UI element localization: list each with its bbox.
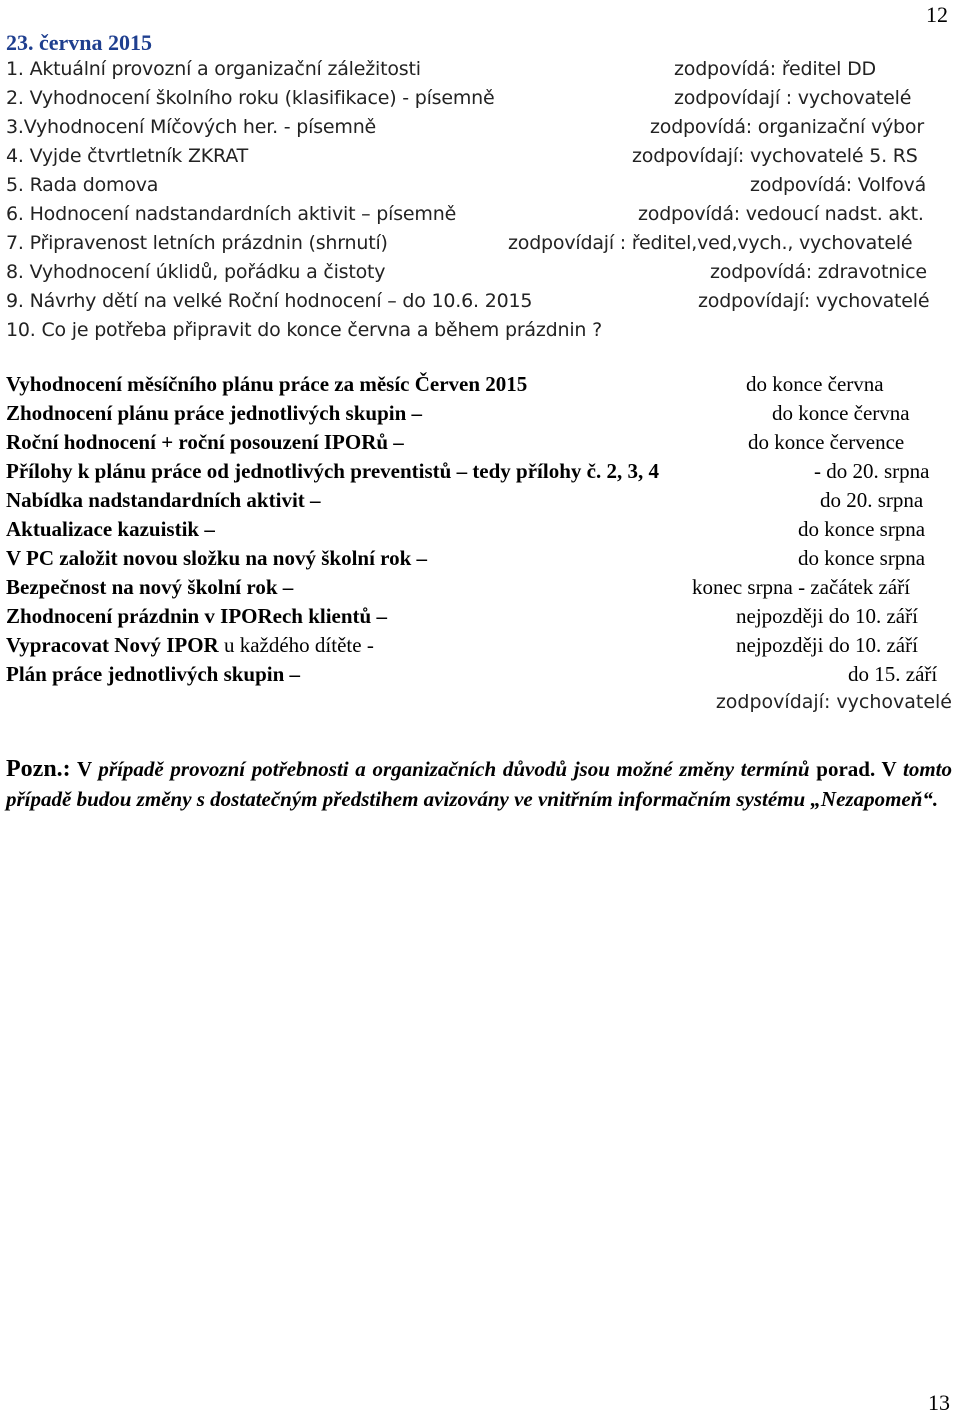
deadline-due: konec srpna - začátek září: [692, 575, 911, 599]
note-label: Pozn.:: [6, 756, 71, 782]
deadline-due: do konce července: [748, 430, 905, 454]
deadline-task: Bezpečnost na nový školní rok –: [6, 575, 294, 599]
deadline-task: V PC založit novou složku na nový školní rok –: [6, 546, 428, 570]
agenda-item: [6, 87, 956, 116]
agenda-item-text: 9. Návrhy dětí na velké Roční hodnocení – do 10.6. 2015: [6, 290, 533, 312]
deadline-task: Roční hodnocení + roční posouzení IPORů –: [6, 430, 404, 454]
agenda-item-text: 3.Vyhodnocení Míčových her. - písemně: [6, 116, 377, 138]
agenda-item-responsible: zodpovídá: ředitel DD: [674, 58, 876, 80]
deadline-due: - do 20. srpna: [814, 459, 930, 483]
deadline-row: [6, 604, 952, 633]
note-paragraph: [6, 754, 952, 814]
agenda-item-responsible: zodpovídá: Volfová: [750, 174, 927, 196]
deadline-row: [6, 662, 952, 691]
agenda-item-text: 5. Rada domova: [6, 174, 159, 196]
note-text-1: V: [70, 757, 99, 781]
deadline-responsible: zodpovídají: vychovatelé: [715, 691, 952, 713]
agenda-item-text: 6. Hodnocení nadstandardních aktivit – písemně: [6, 203, 457, 225]
deadline-row: [6, 488, 952, 517]
deadline-row: [6, 372, 952, 401]
agenda-item-text: 2. Vyhodnocení školního roku (klasifikace) - písemně: [6, 87, 495, 109]
agenda-item-text: 8. Vyhodnocení úklidů, pořádku a čistoty: [6, 261, 386, 283]
agenda-item: [6, 145, 956, 174]
note-text-3: porad. V: [809, 757, 903, 781]
deadline-row: [6, 517, 952, 546]
deadline-due: nejpozději do 10. září: [736, 604, 918, 628]
deadline-due: do konce června: [772, 401, 910, 425]
page-number-bottom: 13: [928, 1390, 950, 1415]
deadline-task: [6, 633, 374, 658]
page-number-top: 12: [926, 2, 948, 27]
deadline-task-main: Vypracovat Nový IPOR: [6, 633, 219, 657]
deadline-task: Přílohy k plánu práce od jednotlivých preventistů – tedy přílohy č. 2, 3, 4: [6, 459, 659, 483]
deadline-task: Plán práce jednotlivých skupin –: [6, 662, 301, 686]
deadline-responsible-row: [6, 691, 952, 720]
deadline-due: do konce června: [746, 372, 884, 396]
deadline-due: nejpozději do 10. září: [736, 633, 918, 657]
agenda-item-text: 10. Co je potřeba připravit do konce června a během prázdnin ?: [6, 319, 602, 341]
agenda-item: [6, 174, 956, 203]
agenda-item-text: 7. Připravenost letních prázdnin (shrnutí): [6, 232, 388, 254]
deadline-task: Vyhodnocení měsíčního plánu práce za měsíc Červen 2015: [6, 372, 528, 396]
agenda-item-responsible: zodpovídají: vychovatelé 5. RS: [632, 145, 918, 167]
agenda-item: [6, 261, 956, 290]
deadline-row: [6, 546, 952, 575]
deadline-row: [6, 575, 952, 604]
deadline-task-suffix: u každého dítěte -: [218, 633, 374, 657]
deadline-list: [6, 372, 952, 720]
deadline-row: [6, 430, 952, 459]
deadline-task: Aktualizace kazuistik –: [6, 517, 215, 541]
meeting-date-heading: 23. června 2015: [6, 30, 153, 55]
agenda-item: [6, 116, 956, 145]
deadline-task: Zhodnocení prázdnin v IPORech klientů –: [6, 604, 387, 628]
agenda-item: [6, 319, 956, 348]
agenda-item: [6, 58, 956, 87]
deadline-due: do 15. září: [848, 662, 938, 686]
agenda-item-responsible: zodpovídá: zdravotnice: [710, 261, 927, 283]
agenda-item-text: 4. Vyjde čtvrtletník ZKRAT: [6, 145, 248, 167]
agenda-item-responsible: zodpovídají : vychovatelé: [674, 87, 912, 109]
deadline-due: do 20. srpna: [820, 488, 924, 512]
agenda-item-responsible: zodpovídá: vedoucí nadst. akt.: [638, 203, 924, 225]
note-text-4: tomto případě budou změny s dostatečným předstihem avizovány ve vnitřním informačním systému „Nezapomeň“.: [6, 757, 952, 811]
deadline-due: do konce srpna: [798, 546, 926, 570]
agenda-item: [6, 232, 956, 261]
deadline-row: [6, 459, 952, 488]
agenda-item: [6, 203, 956, 232]
deadline-row: [6, 401, 952, 430]
agenda-item: [6, 290, 956, 319]
deadline-due: do konce srpna: [798, 517, 926, 541]
agenda-list: [6, 58, 956, 348]
deadline-task: Nabídka nadstandardních aktivit –: [6, 488, 321, 512]
agenda-item-text: 1. Aktuální provozní a organizační záležitosti: [6, 58, 421, 80]
deadline-task: Zhodnocení plánu práce jednotlivých skupin –: [6, 401, 423, 425]
deadline-row: [6, 633, 952, 662]
note-text-2: případě provozní potřebnosti a organizačních důvodů jsou možné změny termínů: [98, 757, 810, 781]
agenda-item-responsible: zodpovídá: organizační výbor: [650, 116, 924, 138]
agenda-item-responsible: zodpovídají: vychovatelé: [698, 290, 930, 312]
agenda-item-responsible: zodpovídají : ředitel,ved,vych., vychovatelé: [508, 232, 913, 254]
